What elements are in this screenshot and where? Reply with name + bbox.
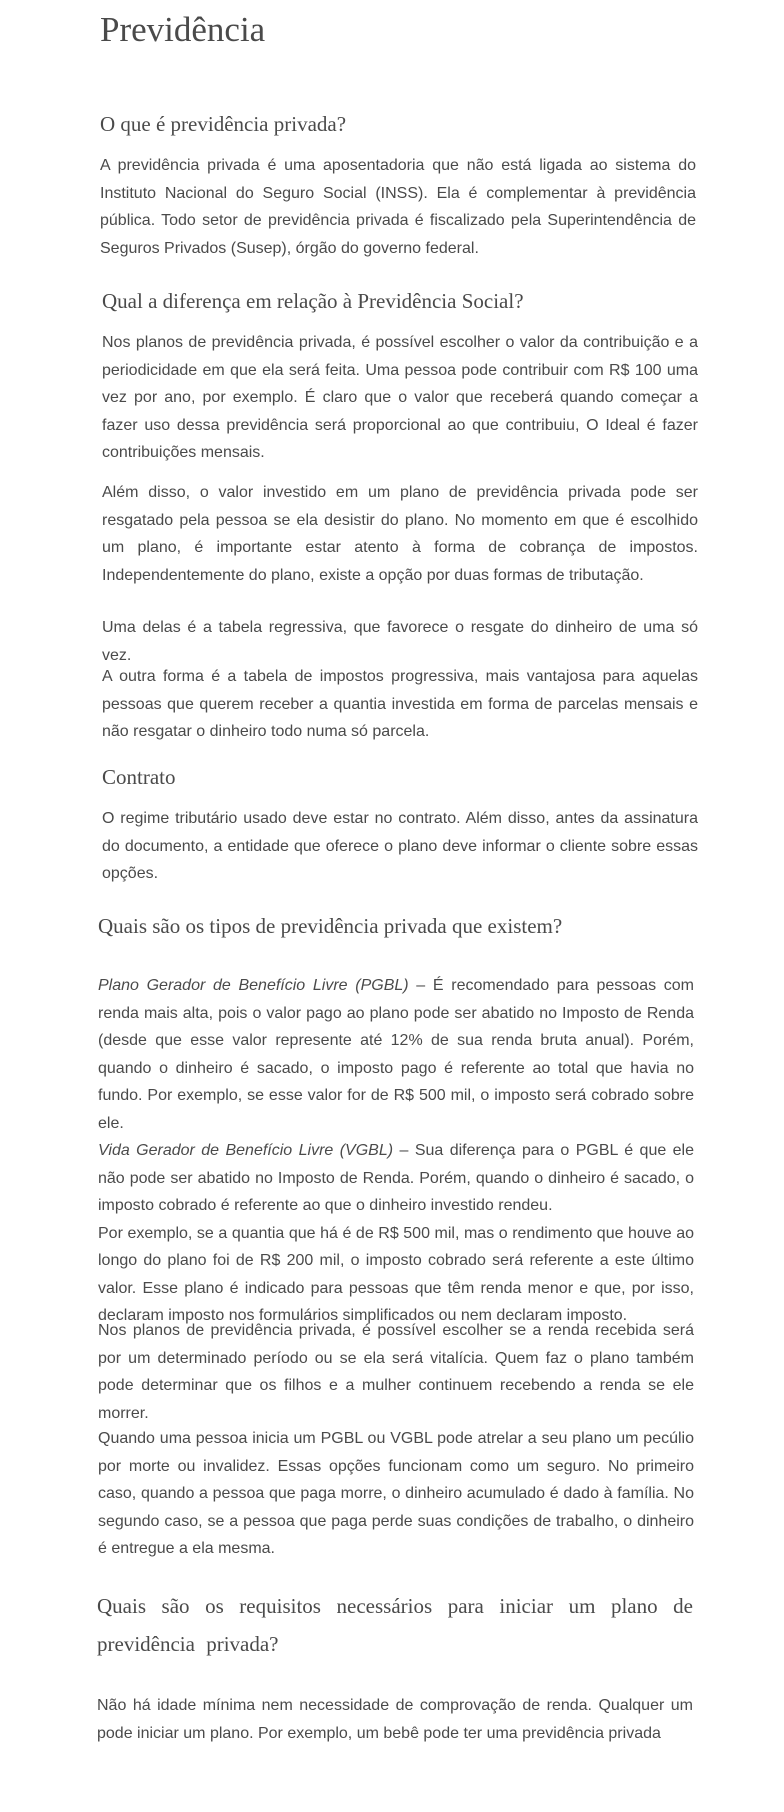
pgbl-item	[98, 972, 694, 1137]
paragraph: Além disso, o valor investido em um plano de previdência privada pode ser resgatado pela pessoa se ela desistir do plano. No momento em que é escolhido um plano, é importante estar atento à forma de cobrança de impostos. Independentemente do plano, existe a opção por duas formas de tributação.	[102, 484, 698, 584]
types-list	[98, 972, 694, 1330]
paragraph: A previdência privada é uma aposentadoria que não está ligada ao sistema do Instituto Nacional do Seguro Social (INSS). Ela é complementar à previdência pública. Todo setor de previdência privada é fiscalizado pela Superintendência de Seguros Privados (Susep), órgão do governo federal.	[100, 157, 696, 257]
page-title: Previdência	[100, 10, 266, 49]
section-heading-difference: Qual a diferença em relação à Previdência Social?	[102, 289, 524, 313]
paragraph: Quando uma pessoa inicia um PGBL ou VGBL pode atrelar a seu plano um pecúlio por morte ou invalidez. Essas opções funcionam como um seguro. No primeiro caso, quando a pessoa que paga morre, o dinheiro acumulado é dado à família. No segundo caso, se a pessoa que paga perde suas condições de trabalho, o dinheiro é entregue a ela mesma.	[98, 1430, 694, 1557]
vgbl-item	[98, 1137, 694, 1220]
vgbl-term: Vida Gerador de Benefício Livre (VGBL)	[98, 1142, 394, 1159]
pgbl-description: – É recomendado para pessoas com renda mais alta, pois o valor pago ao plano pode ser abatido no Imposto de Renda (desde que esse valor represente até 12% de sua renda bruta anual). Porém, quando o dinheiro é sacado, o imposto pago é referente ao total que havia no fundo. Por exemplo, se esse valor for de R$ 500 mil, o imposto será cobrado sobre ele.	[98, 977, 695, 1132]
paragraph: Não há idade mínima nem necessidade de comprovação de renda. Qualquer um pode iniciar um plano. Por exemplo, um bebê pode ter uma previdência privada	[97, 1697, 693, 1742]
section-heading-what-is: O que é previdência privada?	[100, 112, 347, 136]
paragraph: O regime tributário usado deve estar no contrato. Além disso, antes da assinatura do documento, a entidade que oferece o plano deve informar o cliente sobre essas opções.	[102, 810, 698, 882]
vgbl-description: – Sua diferença para o PGBL é que ele não pode ser abatido no Imposto de Renda. Porém, quando o dinheiro é sacado, o imposto cobrado é referente ao que o dinheiro investido rendeu.	[98, 1142, 695, 1214]
vgbl-example: Por exemplo, se a quantia que há é de R$ 500 mil, mas o rendimento que houve ao longo do plano foi de R$ 200 mil, o imposto cobrado será referente a este último valor. Esse plano é indicado para pessoas que têm renda menor e que, por isso, declaram imposto nos formulários simplificados ou nem declaram imposto.	[98, 1224, 694, 1324]
paragraph: A outra forma é a tabela de impostos progressiva, mais vantajosa para aquelas pessoas que querem receber a quantia investida em forma de parcelas mensais e não resgatar o dinheiro todo numa só parcela.	[102, 668, 698, 740]
paragraph: Uma delas é a tabela regressiva, que favorece o resgate do dinheiro de uma só vez.	[102, 619, 698, 664]
section-heading-types: Quais são os tipos de previdência privada que existem?	[98, 914, 563, 938]
section-heading-contract: Contrato	[102, 765, 176, 789]
paragraph: Nos planos de previdência privada, é possível escolher o valor da contribuição e a periodicidade em que ela será feita. Uma pessoa pode contribuir com R$ 100 uma vez por ano, por exemplo. É claro que o valor que receberá quando começar a fazer uso dessa previdência será proporcional ao que contribuiu, O Ideal é fazer contribuições mensais.	[102, 334, 698, 461]
section-heading-requirements: Quais são os requisitos necessários para iniciar um plano de previdência privada?	[97, 1594, 693, 1656]
pgbl-term: Plano Gerador de Benefício Livre (PGBL)	[98, 977, 409, 994]
paragraph: Nos planos de previdência privada, é possível escolher se a renda recebida será por um determinado período ou se ela será vitalícia. Quem faz o plano também pode determinar que os filhos e a mulher continuem recebendo a renda se ele morrer.	[98, 1322, 694, 1422]
